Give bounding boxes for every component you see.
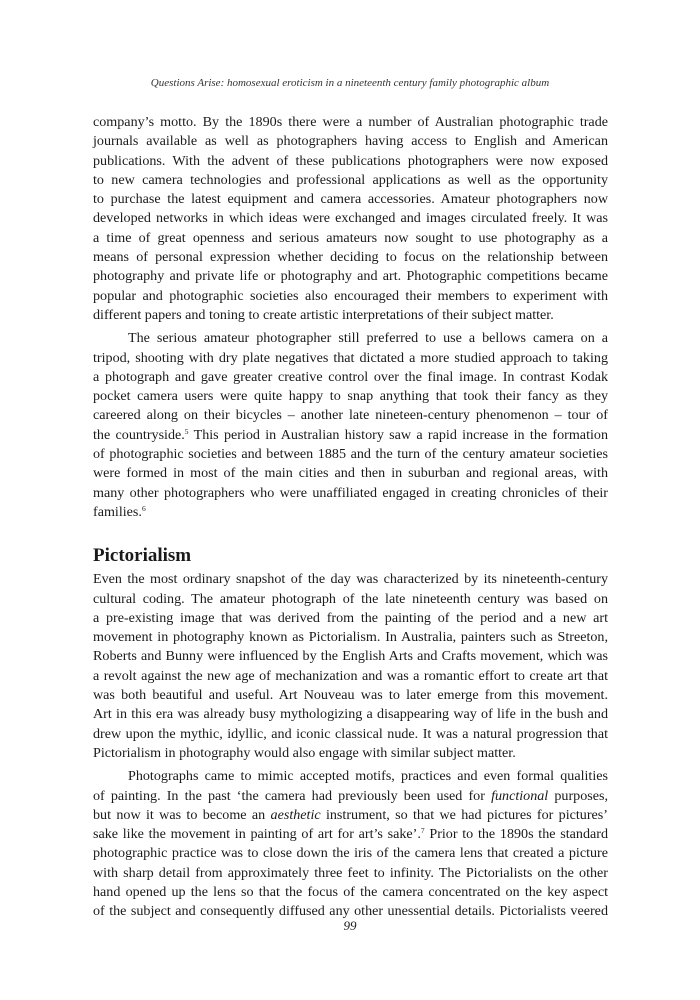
text-fragment: families. <box>93 503 142 520</box>
text-line <box>93 825 608 844</box>
text-line: means of personal expression whether deciding to focus on the relationship between <box>93 249 608 266</box>
text-fragment: instrument, so that we had pictures for pictures’ <box>320 806 608 823</box>
text-fragment: This period in Australian history saw a rapid increase in the formation <box>188 426 608 443</box>
page-number: 99 <box>343 918 357 933</box>
text-line: many other photographers who were unaffiliated engaged in creating chronicles of their <box>93 484 608 501</box>
text-line: a pre-existing image that was derived from the painting of the period and a new art <box>93 609 608 626</box>
text-line: popular and photographic societies also encouraged their members to experiment with <box>93 287 608 304</box>
text-line <box>93 806 608 825</box>
text-line: of photographic societies and between 1885 and the turn of the century amateur societies <box>93 446 608 463</box>
paragraph-3 <box>93 570 608 763</box>
text-line <box>93 426 608 445</box>
text-line: movement in photography known as Pictorialism. In Australia, painters such as Streeton, <box>93 629 608 646</box>
text-line: a photograph and gave greater creative control over the final image. In contrast Kodak <box>93 368 608 385</box>
text-line: photography and private life or photography and art. Photographic competitions became <box>93 268 608 285</box>
footnote-ref-5[interactable]: 5 <box>184 426 189 436</box>
running-head: Questions Arise: homosexual eroticism in a nineteenth century family photographic album <box>150 77 550 89</box>
text-line: company’s motto. By the 1890s there were a number of Australian photographic trade <box>93 114 608 130</box>
text-line: drew upon the mythic, idyllic, and iconic classical nude. It was a natural progression that <box>93 725 608 742</box>
text-fragment: the countryside. <box>93 426 185 443</box>
text-line: photographic practice was to close down the iris of the camera lens that created a picture <box>93 845 608 862</box>
text-line: journals available as well as photographers having access to English and American <box>93 133 608 150</box>
emphasis-aesthetic: aesthetic <box>270 806 321 823</box>
text-line: a time of great openness and serious amateurs now sought to use photography as a <box>93 229 608 246</box>
emphasis-functional: functional <box>491 787 549 804</box>
text-fragment: purposes, <box>548 787 608 804</box>
section-heading: Pictorialism <box>93 545 192 567</box>
text-fragment: but now it was to become an <box>93 806 271 823</box>
paragraph-2 <box>93 329 608 522</box>
text-line: Art in this era was already busy mythologizing a disappearing way of life in the bush and <box>93 706 608 723</box>
text-fragment: of painting. In the past ‘the camera had previously been used for <box>93 787 492 804</box>
text-line: a revolt against the new age of mechanization and was a romantic effort to create art that <box>93 667 608 684</box>
text-line: pocket camera users were quite happy to snap anything that took their fancy as they <box>93 388 608 405</box>
text-line <box>93 503 608 522</box>
text-line: tripod, shooting with dry plate negatives that dictated a more studied approach to taking <box>93 349 608 366</box>
text-line: with sharp detail from approximately three feet to infinity. The Pictorialists on the other <box>93 864 608 881</box>
text-line: were formed in most of the main cities and then in suburban and regional areas, with <box>93 465 608 482</box>
text-line: publications. With the advent of these publications photographers were now exposed <box>93 152 608 169</box>
text-line: to purchase the latest equipment and camera accessories. Amateur photographers now <box>93 191 608 208</box>
text-line: was both beautiful and useful. Art Nouveau was to later emerge from this movement. <box>93 687 608 704</box>
text-line: The serious amateur photographer still preferred to use a bellows camera on a <box>128 330 608 347</box>
text-line: Even the most ordinary snapshot of the day was characterized by its nineteenth-century <box>93 571 608 588</box>
text-line: cultural coding. The amateur photograph of the late nineteenth century was based on <box>93 590 608 607</box>
text-line: Pictorialism in photography would also engage with similar subject matter. <box>93 744 516 761</box>
text-line: developed networks in which ideas were exchanged and images circulated freely. It was <box>93 210 608 227</box>
paragraph-4 <box>93 767 608 921</box>
text-line: of the subject and consequently diffused any other unessential details. Pictorialists veered <box>93 903 608 920</box>
paragraph-1 <box>93 113 608 325</box>
text-fragment: Prior to the 1890s the standard <box>424 826 608 843</box>
text-line: careered along on their bicycles – another late nineteen-century phenomenon – tour of <box>93 407 608 424</box>
text-fragment: sake like the movement in painting of art for art’s sake’. <box>93 826 421 843</box>
text-line: hand opened up the lens so that the focus of the camera concentrated on the key aspect <box>93 883 608 900</box>
text-line: Photographs came to mimic accepted motifs, practices and even formal qualities <box>128 768 608 785</box>
text-line: to new camera technologies and professional applications as well as the opportunity <box>93 171 608 188</box>
footnote-ref-7[interactable]: 7 <box>420 826 425 836</box>
text-line <box>93 787 608 806</box>
footnote-ref-6[interactable]: 6 <box>141 503 146 513</box>
text-line: Roberts and Bunny were influenced by the English Arts and Crafts movement, which was <box>93 648 608 665</box>
page-body <box>93 113 608 926</box>
text-line: different papers and toning to create artistic interpretations of their subject matter. <box>93 306 554 323</box>
